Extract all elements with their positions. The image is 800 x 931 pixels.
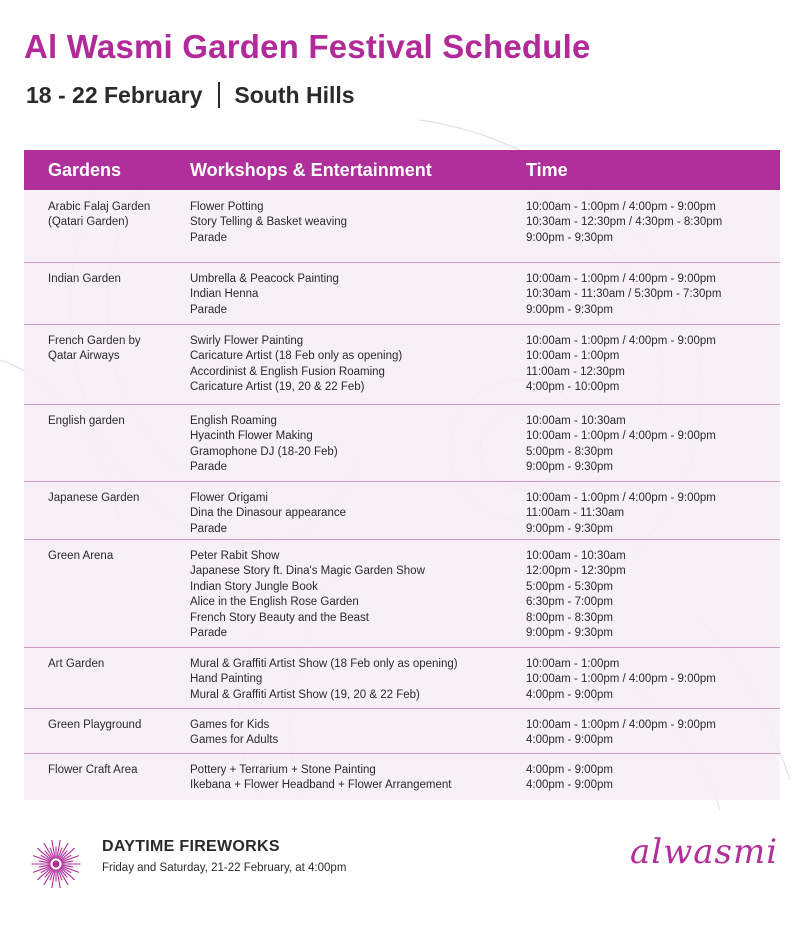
time-slot: 12:00pm - 12:30pm — [526, 565, 626, 578]
column-header-workshops: Workshops & Entertainment — [190, 160, 432, 180]
activity: Accordinist & English Fusion Roaming — [190, 365, 385, 378]
items-cell — [190, 334, 526, 396]
activity: Parade — [190, 627, 228, 640]
garden-name: Arabic Falaj Garden — [48, 201, 151, 213]
activity: Flower Origami — [190, 492, 268, 504]
activity: Pottery + Terrarium + Stone Painting — [190, 764, 376, 776]
activity: Peter Rabit Show — [190, 550, 280, 562]
times-cell — [526, 414, 776, 476]
table-header — [24, 150, 780, 190]
times-cell — [526, 718, 776, 749]
time-slot: 10:00am - 1:00pm / 4:00pm - 9:00pm — [526, 273, 716, 285]
table-row — [24, 481, 780, 540]
times-cell — [526, 657, 776, 703]
time-slot: 10:00am - 1:00pm / 4:00pm - 9:00pm — [526, 335, 716, 347]
activity: Parade — [190, 522, 228, 535]
column-header-time: Time — [526, 160, 568, 180]
firework-icon — [28, 836, 84, 892]
activity: Mural & Graffiti Artist Show (18 Feb only as opening) — [190, 658, 458, 670]
time-slot: 5:00pm - 8:30pm — [526, 445, 613, 458]
activity: Story Telling & Basket weaving — [190, 216, 348, 229]
activity: Flower Potting — [190, 201, 264, 213]
fireworks-detail: Friday and Saturday, 21-22 February, at 4:00pm — [102, 862, 347, 874]
garden-cell — [48, 334, 178, 365]
table-row — [24, 404, 780, 482]
table-row — [24, 647, 780, 709]
time-slot: 5:00pm - 5:30pm — [526, 580, 613, 593]
times-cell — [526, 200, 776, 246]
fireworks-title: DAYTIME FIREWORKS — [102, 838, 280, 855]
activity: Hyacinth Flower Making — [190, 430, 313, 443]
garden-name: Qatar Airways — [48, 350, 120, 363]
activity: Mural & Graffiti Artist Show (19, 20 & 22 Feb) — [190, 688, 420, 701]
times-cell — [526, 491, 776, 537]
activity: Indian Henna — [190, 288, 259, 301]
time-slot: 9:00pm - 9:30pm — [526, 627, 613, 640]
garden-name: Indian Garden — [48, 273, 121, 285]
time-slot: 10:30am - 12:30pm / 4:30pm - 8:30pm — [526, 216, 723, 229]
time-slot: 9:00pm - 9:30pm — [526, 461, 613, 474]
table-row — [24, 708, 780, 754]
times-cell — [526, 334, 776, 396]
garden-name: Flower Craft Area — [48, 764, 138, 776]
garden-cell — [48, 414, 178, 429]
garden-name: French Garden by — [48, 335, 141, 347]
table-row — [24, 539, 780, 648]
activity: Parade — [190, 231, 228, 244]
column-header-gardens: Gardens — [48, 160, 122, 180]
page-title: Al Wasmi Garden Festival Schedule — [24, 28, 591, 65]
time-slot: 10:00am - 10:30am — [526, 415, 626, 427]
activity: English Roaming — [190, 415, 277, 427]
activity: Caricature Artist (18 Feb only as opening) — [190, 350, 403, 363]
activity: Caricature Artist (19, 20 & 22 Feb) — [190, 381, 365, 394]
garden-name: Art Garden — [48, 658, 105, 670]
garden-name: English garden — [48, 415, 125, 427]
items-cell — [190, 763, 526, 794]
garden-cell — [48, 718, 178, 733]
table-row — [24, 753, 780, 800]
items-cell — [190, 549, 526, 641]
garden-name: Green Playground — [48, 719, 142, 731]
times-cell — [526, 763, 776, 794]
garden-cell — [48, 272, 178, 287]
time-slot: 4:00pm - 9:00pm — [526, 764, 613, 776]
time-slot: 4:00pm - 9:00pm — [526, 688, 613, 701]
items-cell — [190, 657, 526, 703]
times-cell — [526, 549, 776, 641]
time-slot: 10:00am - 1:00pm / 4:00pm - 9:00pm — [526, 719, 716, 731]
activity: Japanese Story ft. Dina's Magic Garden Show — [190, 565, 425, 578]
time-slot: 10:00am - 1:00pm — [526, 350, 620, 363]
activity: Gramophone DJ (18-20 Feb) — [190, 445, 338, 458]
table-row — [24, 190, 780, 263]
time-slot: 9:00pm - 9:30pm — [526, 522, 613, 535]
activity: Umbrella & Peacock Painting — [190, 273, 339, 285]
activity: Games for Adults — [190, 734, 279, 747]
items-cell — [190, 718, 526, 749]
activity: Games for Kids — [190, 719, 270, 731]
time-slot: 10:00am - 1:00pm — [526, 658, 620, 670]
time-slot: 10:00am - 1:00pm / 4:00pm - 9:00pm — [526, 201, 716, 213]
brand-logo: alwasmi — [630, 832, 779, 872]
garden-cell — [48, 549, 178, 564]
subtitle-divider — [218, 82, 220, 108]
activity: Swirly Flower Painting — [190, 335, 304, 347]
time-slot: 9:00pm - 9:30pm — [526, 303, 613, 316]
garden-cell — [48, 763, 178, 778]
time-slot: 10:00am - 10:30am — [526, 550, 626, 562]
time-slot: 10:30am - 11:30am / 5:30pm - 7:30pm — [526, 288, 722, 301]
garden-cell — [48, 200, 178, 231]
garden-name: Green Arena — [48, 550, 114, 562]
items-cell — [190, 272, 526, 318]
event-dates: 18 - 22 February — [26, 82, 203, 108]
activity: French Story Beauty and the Beast — [190, 611, 369, 624]
activity: Ikebana + Flower Headband + Flower Arrangement — [190, 779, 452, 792]
activity: Indian Story Jungle Book — [190, 580, 318, 593]
items-cell — [190, 414, 526, 476]
times-cell — [526, 272, 776, 318]
time-slot: 11:00am - 11:30am — [526, 507, 625, 520]
schedule-table — [24, 150, 780, 800]
activity: Parade — [190, 303, 228, 316]
activity: Dina the Dinasour appearance — [190, 507, 346, 520]
activity: Hand Painting — [190, 673, 263, 686]
time-slot: 10:00am - 1:00pm / 4:00pm - 9:00pm — [526, 492, 716, 504]
activity: Parade — [190, 461, 228, 474]
table-row — [24, 262, 780, 325]
time-slot: 11:00am - 12:30pm — [526, 365, 625, 378]
time-slot: 4:00pm - 9:00pm — [526, 734, 613, 747]
activity: Alice in the English Rose Garden — [190, 596, 359, 609]
time-slot: 4:00pm - 9:00pm — [526, 779, 613, 792]
event-subtitle — [26, 82, 355, 109]
time-slot: 9:00pm - 9:30pm — [526, 231, 613, 244]
time-slot: 10:00am - 1:00pm / 4:00pm - 9:00pm — [526, 673, 716, 686]
time-slot: 8:00pm - 8:30pm — [526, 611, 613, 624]
garden-name: (Qatari Garden) — [48, 216, 129, 229]
event-location: South Hills — [234, 82, 355, 108]
garden-name: Japanese Garden — [48, 492, 140, 504]
garden-cell — [48, 657, 178, 672]
time-slot: 4:00pm - 10:00pm — [526, 381, 620, 394]
time-slot: 6:30pm - 7:00pm — [526, 596, 613, 609]
time-slot: 10:00am - 1:00pm / 4:00pm - 9:00pm — [526, 430, 716, 443]
items-cell — [190, 200, 526, 246]
garden-cell — [48, 491, 178, 506]
items-cell — [190, 491, 526, 537]
table-row — [24, 324, 780, 405]
